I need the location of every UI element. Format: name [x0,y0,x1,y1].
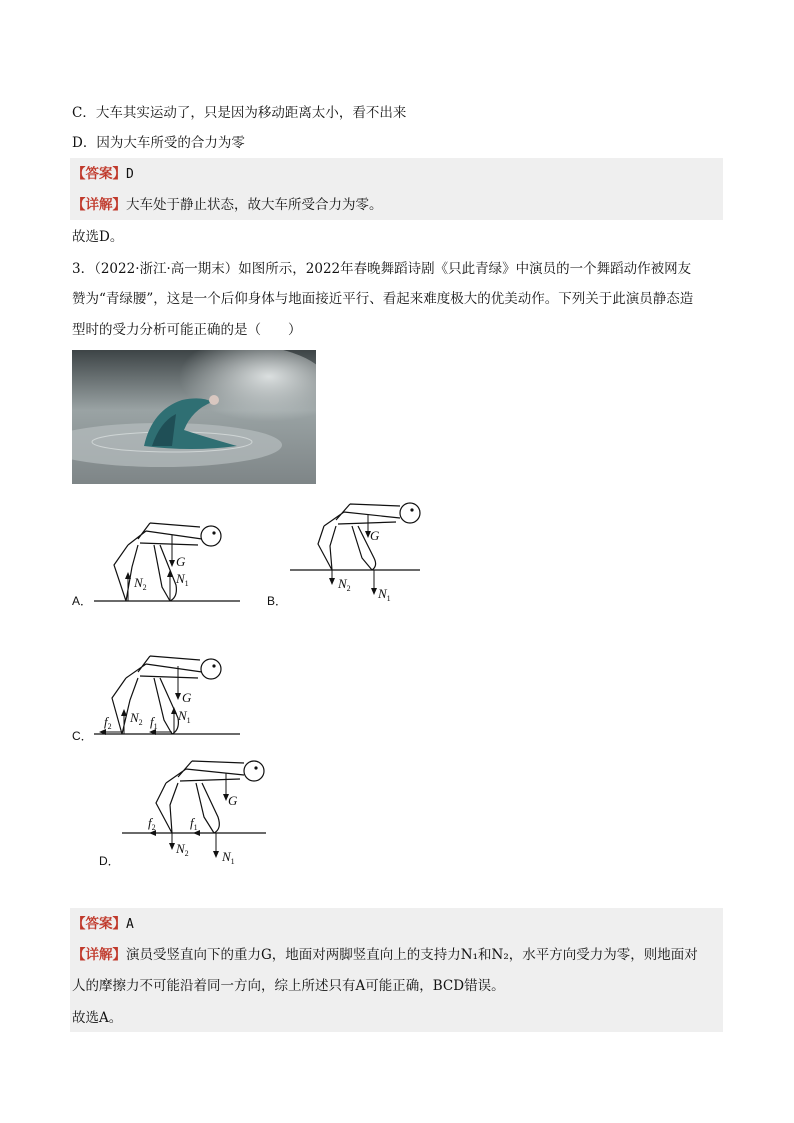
answer-value: A [126,917,134,932]
q3-stem-line2: 赞为“青绿腰”，这是一个后仰身体与地面接近平行、看起来难度极大的优美动作。下列关于此演员静态造 [72,291,694,307]
q3-conclusion: 故选A。 [72,1010,123,1026]
label-N1-b: $N_1$ [378,586,391,603]
option-a-label: A． [72,594,93,608]
label-f1-d: $f_1$ [190,815,198,832]
label-f1-c: $f_1$ [150,714,158,731]
label-N2-d: $N_2$ [176,841,189,858]
q3-stem-line3: 型时的受力分析可能正确的是（ ） [72,322,302,338]
label-G-a: G [176,554,186,569]
q3-detail-line2: 人的摩擦力不可能沿着同一方向，综上所述只有A可能正确，BCD错误。 [72,978,505,994]
label-f2-d: $f_2$ [148,815,156,832]
label-N1-c: $N_1$ [178,708,191,725]
q3-detail-line1 [72,945,698,965]
force-diagram-b [288,500,428,605]
label-G-d: G [228,793,238,808]
detail-text: 大车处于静止状态，故大车所受合力为零。 [126,197,383,213]
force-diagram-a [90,515,250,610]
answer-value: D [126,167,134,182]
label-f2-c: $f_2$ [104,714,112,731]
label-N2-b: $N_2$ [338,576,351,593]
detail-tag: 【详解】 [72,947,126,963]
q3-answer-block [70,908,723,1032]
label-N2-c: $N_2$ [130,710,143,727]
q2-conclusion: 故选D。 [72,229,124,245]
dancer-photo-art [72,350,316,484]
force-diagram-d [118,755,278,867]
dancer-photo [72,350,316,484]
q2-detail-line [72,195,383,215]
option-c-label: C． [72,729,93,743]
label-G-b: G [370,528,380,543]
q3-answer-line [72,914,134,935]
option-d-label: D． [99,854,120,868]
answer-tag: 【答案】 [72,916,126,932]
force-diagram-c [90,650,250,745]
detail-tag: 【详解】 [72,197,126,213]
q2-answer-line [72,164,134,185]
q3-stem-line1: 3．（2022·浙江·高一期末）如图所示，2022年春晚舞蹈诗剧《只此青绿》中演员的一个舞蹈动作被网友 [72,261,692,277]
option-b-label: B． [267,594,288,608]
option-d-text: D．因为大车所受的合力为零 [72,135,245,151]
option-c-text: C．大车其实运动了，只是因为移动距离太小，看不出来 [72,105,407,121]
label-G-c: G [182,690,192,705]
label-N1-d: $N_1$ [222,849,235,866]
answer-tag: 【答案】 [72,166,126,182]
detail-text-1: 演员受竖直向下的重力G，地面对两脚竖直向上的支持力N₁和N₂，水平方向受力为零，则地面对 [126,947,698,963]
label-N2-a: $N_2$ [134,575,147,592]
label-N1-a: $N_1$ [176,571,189,588]
